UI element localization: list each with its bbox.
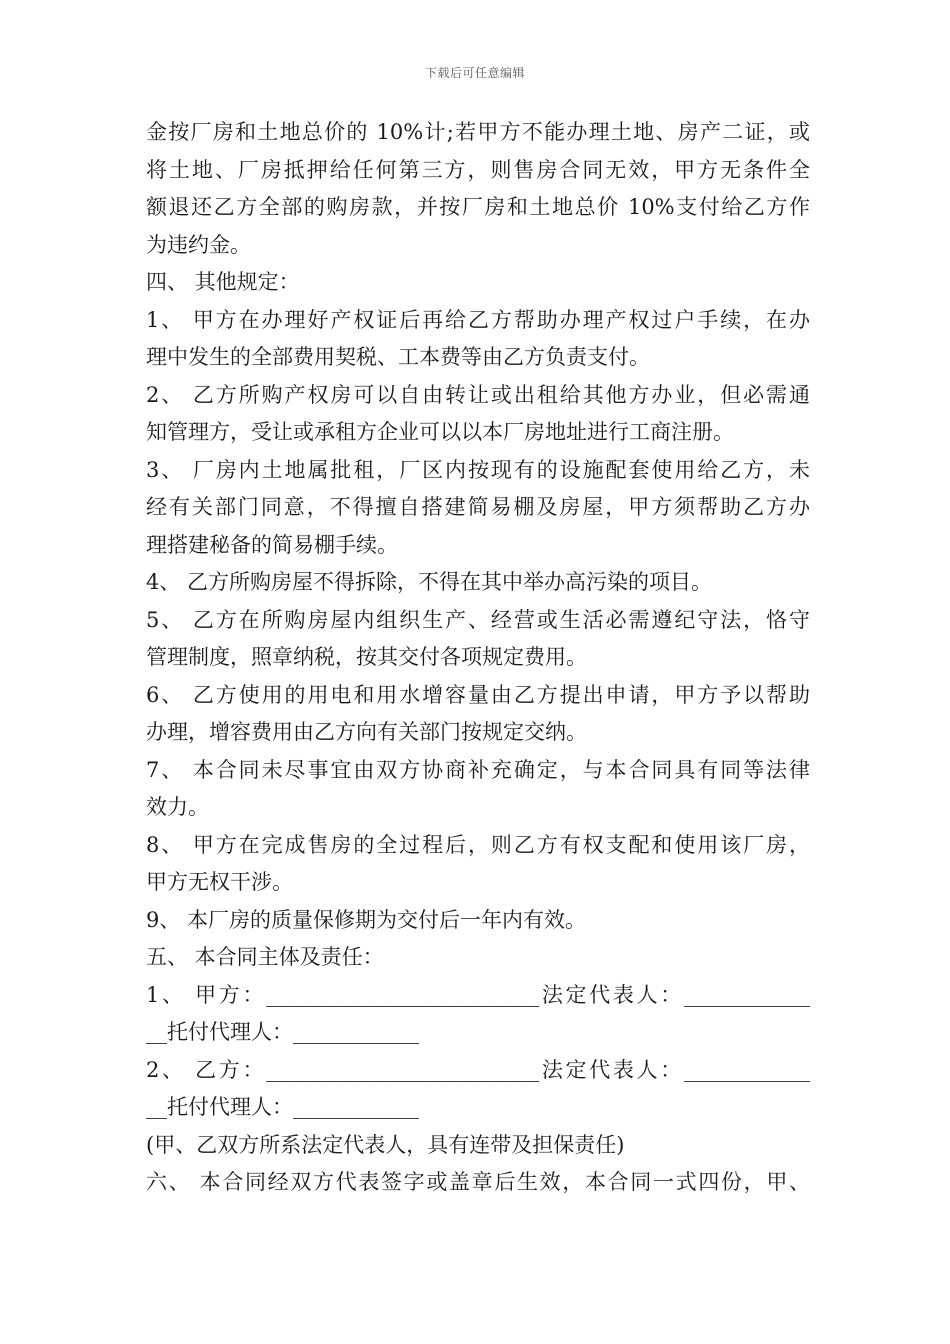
text-line: (甲、乙双方所系法定代表人，具有连带及担保责任) xyxy=(146,1132,625,1157)
text-line: 4、 乙方所购房屋不得拆除，不得在其中举办高污染的项目。 xyxy=(146,570,713,594)
text-line: 8、 甲方在完成售房的全过程后，则乙方有权支配和使用该厂房， xyxy=(146,832,810,857)
text-line: 1、 甲方在办理好产权证后再给乙方帮助办理产权过户手续，在办 xyxy=(146,307,810,332)
text-line: __托付代理人：____________ xyxy=(146,1095,419,1119)
document-body xyxy=(146,114,810,1202)
text-line: 为违约金。 xyxy=(146,232,251,257)
text-line: 7、 本合同未尽事宜由双方协商补充确定，与本合同具有同等法律 xyxy=(146,757,810,782)
text-line: 5、 乙方在所购房屋内组织生产、经营或生活必需遵纪守法，恪守 xyxy=(146,607,810,632)
text-line: 额退还乙方全部的购房款，并按厂房和土地总价 10%支付给乙方作 xyxy=(146,195,810,219)
text-line: 金按厂房和土地总价的 10%计;若甲方不能办理土地、房产二证，或 xyxy=(146,120,810,144)
text-line: 管理制度，照章纳税，按其交付各项规定费用。 xyxy=(146,645,587,669)
text-line: 经有关部门同意，不得擅自搭建简易棚及房屋，甲方须帮助乙方办 xyxy=(146,495,810,519)
text-line: 五、 本合同主体及责任： xyxy=(146,945,384,969)
text-line: __托付代理人：____________ xyxy=(146,1020,419,1044)
text-line: 六、 本合同经双方代表签字或盖章后生效，本合同一式四份，甲、 xyxy=(146,1170,810,1194)
text-line: 办理，增容费用由乙方向有关部门按规定交纳。 xyxy=(146,720,587,744)
text-line: 2、 乙方所购产权房可以自由转让或出租给其他方办业，但必需通 xyxy=(146,382,810,407)
text-line: 6、 乙方使用的用电和用水增容量由乙方提出申请，甲方予以帮助 xyxy=(146,682,810,707)
text-line: 理搭建秘备的简易棚手续。 xyxy=(146,532,398,557)
text-line: 理中发生的全部费用契税、工本费等由乙方负责支付。 xyxy=(146,345,650,369)
text-line: 将土地、厂房抵押给任何第三方，则售房合同无效，甲方无条件全 xyxy=(146,157,810,182)
text-line: 2、 乙方：__________________________法定代表人：____________ xyxy=(146,1057,810,1082)
text-line: 3、 厂房内土地属批租，厂区内按现有的设施配套使用给乙方，未 xyxy=(146,457,810,482)
text-line: 甲方无权干涉。 xyxy=(146,870,293,894)
text-line: 效力。 xyxy=(146,795,209,819)
text-line: 四、 其他规定： xyxy=(146,270,300,294)
text-line: 9、 本厂房的质量保修期为交付后一年内有效。 xyxy=(146,907,587,932)
page-header: 下载后可任意编辑 xyxy=(424,66,525,80)
text-line: 1、 甲方：__________________________法定代表人：____________ xyxy=(146,982,810,1007)
text-line: 知管理方，受让或承租方企业可以以本厂房地址进行工商注册。 xyxy=(146,420,734,444)
